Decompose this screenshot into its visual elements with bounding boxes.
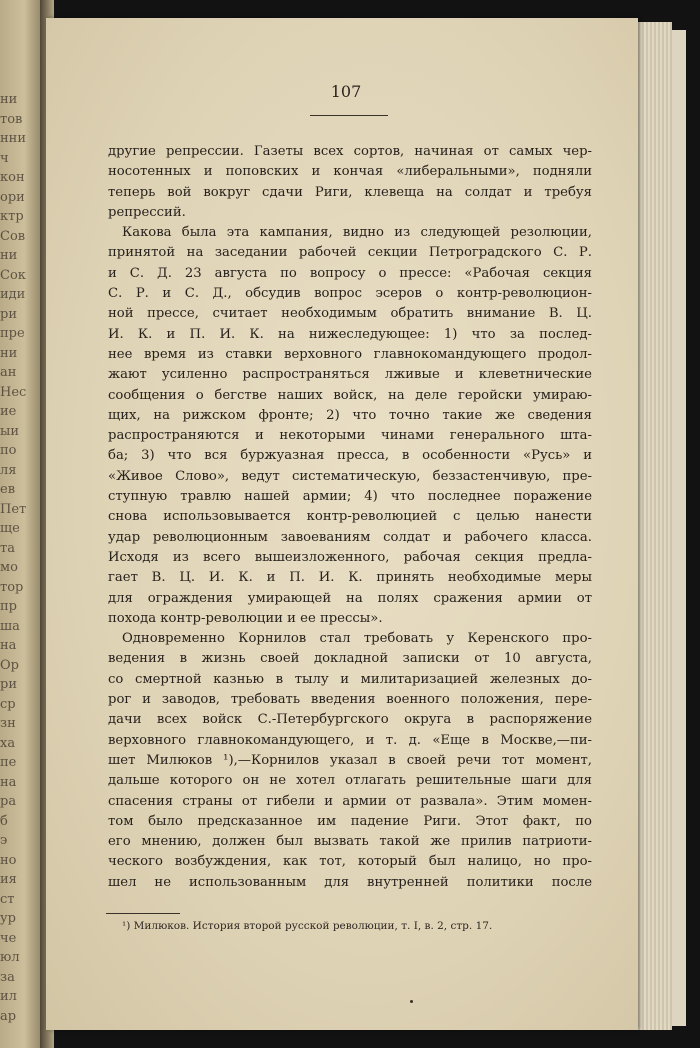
- left-page-fragment: ха: [0, 735, 16, 751]
- text-line: репрессий.: [108, 204, 186, 220]
- text-line: Одновременно Корнилов стал требовать у Керенского про-: [122, 631, 592, 647]
- text-line: Исходя из всего вышеизложенного, рабочая секция предла-: [108, 549, 592, 565]
- ink-speck: [410, 1000, 413, 1003]
- left-page-fragment: э: [0, 833, 8, 848]
- text-line: распространяются и некоторыми чинами генерального шта-: [108, 428, 592, 444]
- left-page-fragment: ст: [0, 891, 15, 907]
- left-page-fragment: че: [0, 930, 17, 946]
- text-line: том было предсказанное им падение Риги. Этот факт, по: [108, 813, 592, 829]
- body-text: [108, 142, 592, 893]
- left-page-fragment: иди: [0, 287, 26, 302]
- page-stack-edge: [636, 22, 672, 1030]
- left-page-fragment: ри: [0, 677, 17, 692]
- left-page-fragment: на: [0, 774, 17, 790]
- text-line: ба; 3) что вся буржуазная пресса, в особенности «Русь» и: [108, 448, 592, 464]
- left-page-fragment: ил: [0, 989, 17, 1004]
- text-line: другие репрессии. Газеты всех сортов, начиная от самых чер-: [108, 144, 592, 159]
- text-line: похода контр-революции и ее прессы».: [108, 610, 383, 626]
- left-page-fragment: пр: [0, 599, 17, 614]
- left-page-fragment: ур: [0, 911, 16, 926]
- left-page-fragment: ра: [0, 794, 17, 809]
- text-line: и С. Д. 23 августа по вопросу о прессе: «Рабочая секция: [108, 265, 592, 281]
- text-line: рог и заводов, требовать введения военного положения, пере-: [108, 692, 592, 708]
- left-page-fragment: мо: [0, 560, 18, 575]
- text-line: ступную травлю нашей армии; 4) что последнее поражение: [108, 489, 592, 505]
- left-page-fragment: кон: [0, 170, 25, 185]
- left-page-fragment: тор: [0, 579, 24, 595]
- left-page-fragment: Пет: [0, 501, 27, 517]
- text-line: шет Милюков ¹),—Корнилов указал в своей речи тот момент,: [108, 752, 592, 768]
- left-page-fragment: ще: [0, 521, 20, 536]
- left-page-fragment: ни: [0, 248, 18, 263]
- text-line: щих, на рижском фронте; 2) что точно такие же сведения: [108, 407, 592, 423]
- left-page-fragment: но: [0, 852, 17, 868]
- text-line: «Живое Слово», ведут систематическую, беззастенчивую, пре-: [108, 468, 592, 484]
- text-line: верховного главнокомандующего, и т. д. «Еще в Москве,—пи-: [108, 732, 592, 748]
- left-page-fragment: нни: [0, 131, 26, 146]
- left-page-fragment: тов: [0, 111, 23, 127]
- text-line: спасения страны от гибели и армии от развала». Этим момен-: [108, 793, 592, 809]
- left-page-fragment: ев: [0, 482, 16, 497]
- left-page-fragment: по: [0, 443, 17, 458]
- left-page-fragment: на: [0, 638, 17, 653]
- footnote: ¹) Милюков. История второй русской революции, т. I, в. 2, стр. 17.: [122, 920, 493, 932]
- text-line: удар революционным завоеваниям солдат и рабочего класса.: [108, 529, 592, 545]
- left-page-fragment: Нес: [0, 384, 27, 400]
- left-page-fragment: пре: [0, 326, 25, 341]
- text-line: снова использовывается контр-революцией с целью нанести: [108, 509, 592, 525]
- text-line: ческого возбуждения, как тот, который был налицо, но про-: [108, 854, 592, 870]
- left-page-fragment: ие: [0, 404, 17, 419]
- page-number: 107: [330, 82, 362, 101]
- book-page: [46, 18, 638, 1030]
- left-page-fragment: ия: [0, 872, 17, 887]
- text-line: нее время из ставки верховного главнокомандующего продол-: [108, 346, 592, 362]
- text-line: И. К. и П. И. К. на нижеследующее: 1) что за послед-: [108, 326, 592, 342]
- text-line: принятой на заседании рабочей секции Петроградского С. Р.: [108, 245, 592, 261]
- left-page-fragment: пе: [0, 755, 17, 770]
- left-page-fragment: ри: [0, 306, 17, 322]
- text-line: для ограждения умирающей на полях сражения армии от: [108, 590, 592, 606]
- left-page-fragment: юл: [0, 950, 20, 965]
- left-page-fragment: ыи: [0, 423, 20, 439]
- text-line: дальше которого он не хотел отлагать решительные шаги для: [108, 773, 592, 789]
- left-page-fragment: ар: [0, 1008, 17, 1024]
- footnote-rule: [106, 913, 180, 914]
- left-page-fragment: Ор: [0, 657, 19, 673]
- text-line: гает В. Ц. И. К. и П. И. К. принять необходимые меры: [108, 570, 592, 586]
- text-line: ведения в жизнь своей докладной записки от 10 августа,: [108, 651, 592, 667]
- text-line: сообщения о бегстве наших войск, на деле геройски умираю-: [108, 387, 592, 403]
- left-page-fragment: Сов: [0, 228, 26, 244]
- text-line: его мнению, должен был вызвать такой же прилив патриоти-: [108, 834, 592, 850]
- text-line: шел не использованным для внутренней политики после: [108, 874, 592, 890]
- text-line: С. Р. и С. Д., обсудив вопрос эсеров о контр-революцион-: [108, 286, 592, 302]
- left-page-fragment: ни: [0, 345, 18, 361]
- left-page-fragment: б: [0, 813, 8, 829]
- text-line: со смертной казнью в тылу и милитаризацией железных до-: [108, 671, 592, 687]
- text-line: дачи всех войск С.-Петербургского округа в распоряжение: [108, 712, 592, 728]
- left-page-fragment: за: [0, 969, 15, 985]
- text-line: ной прессе, считает необходимым обратить внимание В. Ц.: [108, 306, 592, 322]
- text-line: носотенных и поповских и кончая «либеральными», подняли: [108, 164, 592, 180]
- left-page-fragment: ч: [0, 150, 9, 166]
- left-page-fragment: ктр: [0, 209, 24, 224]
- left-page-fragment: ори: [0, 189, 25, 205]
- left-page-edge: [0, 0, 44, 1048]
- left-page-fragment: зн: [0, 716, 16, 731]
- left-page-fragment: Сок: [0, 267, 26, 283]
- text-line: жают усиленно распространяться лживые и клеветнические: [108, 367, 592, 383]
- left-page-fragment: ша: [0, 618, 20, 634]
- text-line: Какова была эта кампания, видно из следующей резолюции,: [122, 225, 592, 241]
- left-page-fragment: ля: [0, 462, 17, 478]
- left-page-fragment: ан: [0, 365, 17, 380]
- left-page-fragment: та: [0, 540, 15, 556]
- left-page-fragment: ни: [0, 92, 18, 107]
- left-page-fragment: ср: [0, 696, 16, 712]
- text-line: теперь вой вокруг сдачи Риги, клевеща на солдат и требуя: [108, 184, 592, 200]
- page-number-rule: [310, 115, 388, 116]
